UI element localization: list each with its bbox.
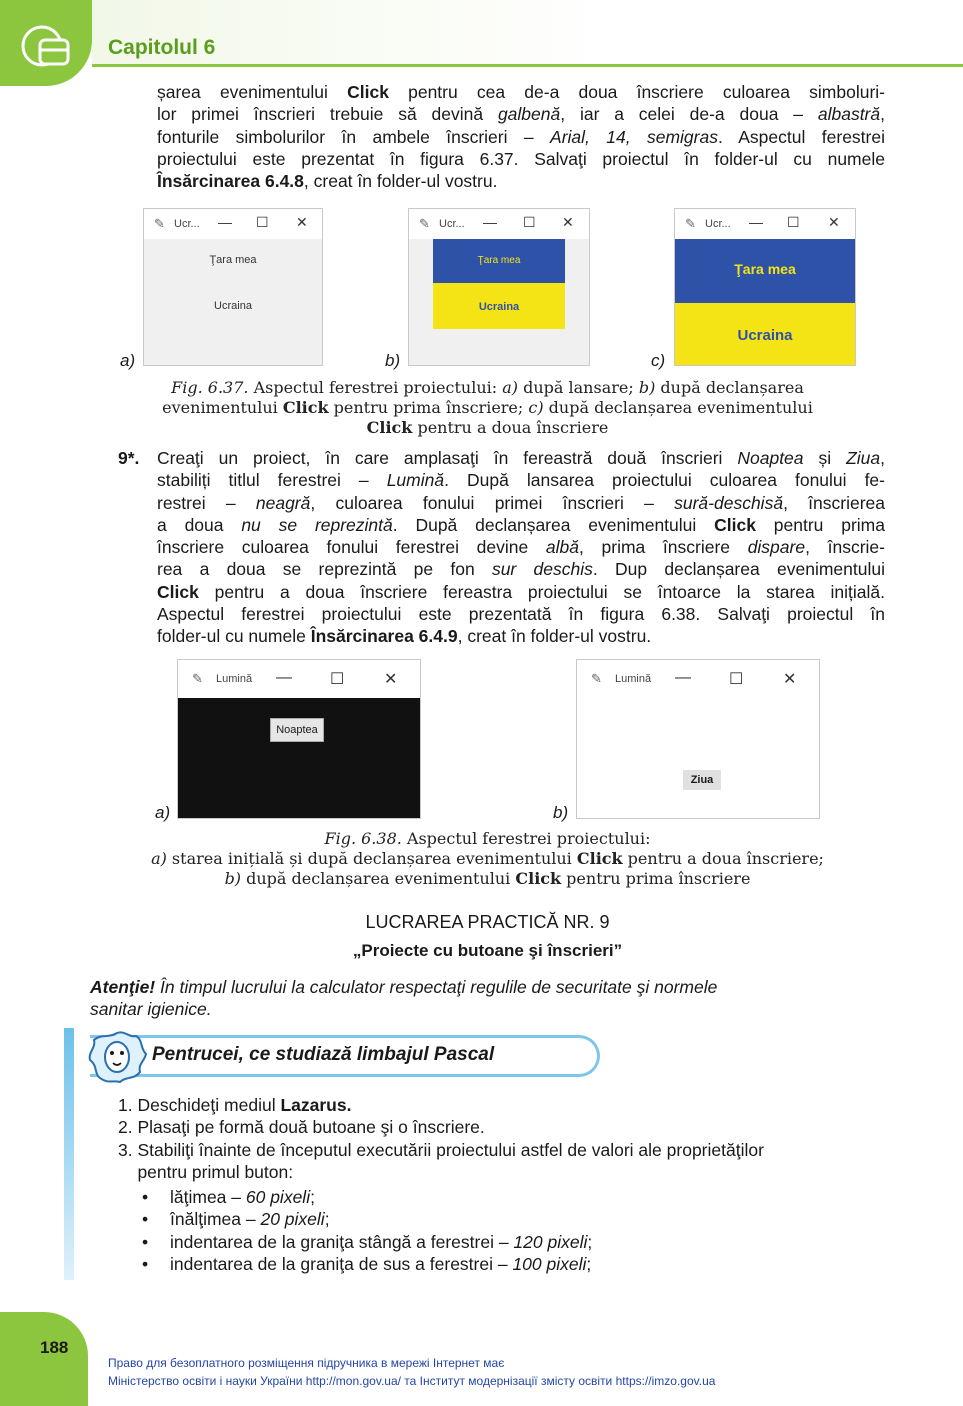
pascal-steps [118, 1094, 888, 1183]
fig38-label-a: a) [155, 803, 171, 822]
text-run: pentru cea de-a doua înscriere culoarea simboluri- [388, 82, 886, 102]
text-run: evenimentului [162, 398, 283, 417]
page-number-tab [0, 1312, 88, 1406]
label-ucraina: Ucraina [214, 300, 252, 312]
fig38-label-b: b) [553, 803, 569, 822]
minimize-icon: — [483, 214, 497, 230]
close-icon: ✕ [828, 214, 840, 230]
window-titlebar [178, 660, 420, 698]
footer-line-2: Міністерство освіти і науки України http://mon.gov.ua/ та Інститут модернізації змісту освіти https://imzo.gov.ua [108, 1374, 716, 1388]
text-run: după lansare; [518, 378, 639, 397]
fig37-window-a [143, 208, 323, 366]
label-ucraina: Ucraina [737, 327, 793, 344]
text-run: nu se reprezintă [241, 514, 393, 535]
text-line [60, 829, 915, 849]
text-line [118, 1116, 888, 1138]
text-run: 1. Deschideţi mediul [118, 1095, 281, 1115]
fig37-label-b: b) [385, 351, 401, 370]
text-run: dispare [747, 537, 806, 558]
fig37-window-c [674, 208, 856, 366]
text-line [157, 148, 885, 170]
text-run: . Aspectul ferestrei [717, 126, 885, 147]
header-rule [92, 64, 963, 67]
warning-label: Atenţie! [90, 977, 156, 997]
text-run: a) [151, 849, 167, 868]
text-run: Creaţi un proiect, în care amplasaţi în fereastră două înscrieri [157, 448, 738, 468]
text-run: , culoarea fonului primei înscrieri – [310, 492, 675, 513]
minimize-icon: — [749, 214, 763, 230]
close-icon: ✕ [562, 214, 574, 230]
text-line [170, 1187, 315, 1207]
close-icon: ✕ [783, 671, 797, 688]
text-line [60, 849, 915, 869]
text-line [118, 1139, 888, 1161]
minimize-icon: — [675, 669, 691, 686]
fig37-window-b [408, 208, 590, 366]
text-line [157, 625, 885, 647]
text-run: 120 pixeli [513, 1231, 588, 1252]
label-noaptea: Noaptea [270, 718, 324, 742]
text-line [157, 170, 885, 192]
text-run: ; [324, 1209, 330, 1230]
text-run: Fig. 6.38. [324, 829, 402, 848]
minimize-icon: — [276, 669, 292, 686]
text-run: pentru prima înscriere; [328, 398, 529, 417]
text-run: Click [157, 581, 199, 602]
text-run: Click [576, 849, 623, 868]
text-run: Arial, 14, semigras [550, 126, 718, 147]
text-line [170, 1209, 330, 1229]
text-run: pentru primul buton: [118, 1161, 294, 1182]
text-run: . Dup declanșarea evenimentului [592, 559, 885, 580]
text-run: după declanșarea evenimentului [543, 398, 813, 417]
text-run: Fig. 6.37. [171, 378, 249, 397]
text-run: sur deschis [491, 559, 593, 580]
text-run: 3. Stabiliţi înainte de începutul executării proiectului astfel de valori ale proprietăţilor [118, 1139, 764, 1160]
text-run: folder-ul cu numele [157, 626, 311, 647]
window-titlebar [577, 660, 819, 698]
text-run: lor primei înscrieri trebuie să devină [157, 104, 498, 125]
text-line [170, 1232, 592, 1252]
text-run: pentru prima înscriere [561, 869, 751, 888]
bullet-item [140, 1208, 885, 1230]
text-run: înălţimea – [170, 1209, 261, 1230]
text-run: ; [586, 1253, 592, 1274]
text-run: , [880, 104, 885, 125]
window-title: Ucr... [705, 218, 731, 230]
feather-icon: ✎ [591, 671, 602, 686]
text-run: neagră [255, 492, 311, 513]
header-background [92, 0, 963, 64]
text-run: proiectului este prezentat în figura 6.37. Salvaţi proiectul în folder-ul cu numele [157, 148, 885, 169]
intro-paragraph [157, 81, 885, 192]
text-run: fonturile simbolurilor în ambele înscrieri – [157, 126, 551, 147]
text-line [157, 103, 885, 125]
label-ucraina: Ucraina [478, 301, 520, 313]
fig37-label-c: c) [651, 351, 666, 370]
text-run: pentru a doua înscriere; [622, 849, 824, 868]
window-titlebar [409, 209, 589, 239]
text-line [60, 398, 915, 418]
text-line [157, 126, 885, 148]
chapter-icon [18, 18, 74, 74]
text-line [157, 514, 885, 536]
text-run: , înscrie- [805, 537, 885, 558]
maximize-icon: ☐ [330, 671, 345, 688]
text-run: și [803, 448, 847, 468]
text-run: Însărcinarea 6.4.9 [310, 626, 458, 647]
mascot-icon [86, 1030, 148, 1084]
text-run: . După lansarea proiectului culoarea fonului fe- [444, 470, 885, 491]
text-run: indentarea de la graniţa stângă a ferestrei – [170, 1231, 514, 1252]
text-run: Click [714, 514, 756, 535]
window-title: Lumină [615, 673, 652, 685]
warning-paragraph [90, 976, 885, 1021]
text-run: sură-deschisă [674, 492, 784, 513]
text-line [157, 536, 885, 558]
text-line [157, 558, 885, 580]
fig37-caption [60, 378, 915, 438]
text-line [157, 603, 885, 625]
text-run: b) [224, 869, 242, 888]
text-run: Noaptea [737, 448, 804, 468]
text-run: Ziua [846, 448, 881, 468]
text-run: Însărcinarea 6.4.8 [157, 171, 304, 192]
minimize-icon: — [218, 214, 232, 230]
section-sidebar [64, 1028, 74, 1280]
text-run: Click [515, 869, 562, 888]
practical-title: LUCRAREA PRACTICĂ NR. 9 [365, 912, 610, 932]
text-run: rea a doua se reprezintă pe fon [157, 559, 492, 580]
window-title: Lumină [216, 673, 253, 685]
bullet-item [140, 1186, 885, 1208]
text-run: indentarea de la graniţa de sus a ferestrei – [170, 1253, 513, 1274]
maximize-icon: ☐ [787, 214, 800, 230]
warning-text: În timpul lucrului la calculator respectaţi regulile de securitate şi normele [155, 977, 718, 997]
window-content [409, 239, 589, 365]
pascal-banner-title: Pentrucei, ce studiază limbajul Pascal [152, 1044, 495, 1065]
window-content [144, 239, 322, 365]
fig38-window-a [177, 659, 421, 819]
text-run: Click [366, 418, 413, 437]
text-run: șarea evenimentului [157, 82, 348, 102]
window-title: Ucr... [174, 218, 200, 230]
text-line [170, 1254, 591, 1274]
close-icon: ✕ [384, 671, 398, 688]
text-run: stabiliți titlul ferestrei – [157, 470, 387, 491]
text-line [60, 869, 915, 889]
text-line [157, 447, 885, 469]
text-run: , creat în folder-ul vostru. [457, 626, 652, 647]
task9-paragraph [157, 447, 885, 648]
text-run: Lazarus. [280, 1095, 352, 1115]
page-number: 188 [40, 1338, 69, 1357]
window-titlebar [675, 209, 855, 239]
text-run: lăţimea – [170, 1187, 246, 1207]
window-titlebar [144, 209, 322, 239]
warning-text-2: sanitar igienice. [90, 999, 212, 1020]
window-content [675, 239, 855, 365]
text-run: pentru a doua înscriere fereastra proiectului se întoarce la starea inițială. [198, 581, 885, 602]
bullet-icon: • [142, 1209, 149, 1230]
feather-icon: ✎ [685, 216, 696, 231]
window-title: Ucr... [439, 218, 465, 230]
text-line [60, 378, 915, 398]
label-tara-mea: Ţara mea [734, 261, 796, 277]
text-run: 60 pixeli [245, 1187, 311, 1207]
text-run: , [880, 448, 885, 468]
text-run: restrei – [157, 492, 256, 513]
fig38-window-b [576, 659, 820, 819]
window-content [178, 698, 420, 818]
practical-subtitle: „Proiecte cu butoane şi înscrieri” [352, 941, 623, 960]
text-run: , iar a celei de-a doua – [560, 104, 818, 125]
text-run: Aspectul ferestrei proiectului este prezentată în figura 6.38. Salvaţi proiectul în [157, 604, 885, 625]
text-line [118, 1094, 888, 1116]
bullet-item [140, 1231, 885, 1253]
text-run: 100 pixeli [512, 1253, 587, 1274]
bullet-icon: • [142, 1253, 149, 1274]
task-number: 9*. [118, 448, 140, 468]
text-run: Aspectul ferestrei proiectului: [401, 829, 651, 848]
text-run: , înscrierea [783, 492, 886, 513]
pascal-bullets [140, 1186, 885, 1275]
text-run: înscriere culoarea fonului ferestrei devine [157, 537, 546, 558]
text-run: Click [347, 82, 389, 102]
text-run: albastră [817, 104, 881, 125]
text-run: Lumină [386, 470, 445, 491]
text-run: ; [587, 1231, 593, 1252]
label-tara-mea: Ţara mea [477, 255, 521, 266]
maximize-icon: ☐ [729, 671, 744, 688]
text-run: , creat în folder-ul vostru. [303, 171, 498, 192]
text-run: . După declanșarea evenimentului [392, 514, 715, 535]
label-ziua: Ziua [683, 770, 721, 790]
feather-icon: ✎ [419, 216, 430, 231]
text-run: 2. Plasaţi pe formă două butoane şi o înscriere. [118, 1117, 485, 1138]
text-run: c) [528, 398, 544, 417]
text-line [157, 581, 885, 603]
text-run: Aspectul ferestrei proiectului: [248, 378, 503, 397]
text-run: a doua [157, 514, 242, 535]
text-run: ; [310, 1187, 315, 1207]
footer-line-1: Право для безоплатного розміщення підручника в мережі Інтернет має [108, 1356, 505, 1370]
text-run: , prima înscriere [578, 537, 748, 558]
feather-icon: ✎ [154, 216, 165, 231]
text-run: după declanșarea [655, 378, 804, 397]
text-run: albă [545, 537, 579, 558]
text-line [60, 418, 915, 438]
text-run: galbenă [497, 104, 561, 125]
text-run: a) [502, 378, 519, 397]
text-run: b) [638, 378, 656, 397]
text-run: Click [282, 398, 329, 417]
feather-icon: ✎ [192, 671, 203, 686]
bullet-item [140, 1253, 885, 1275]
maximize-icon: ☐ [523, 214, 536, 230]
text-run: după declanșarea evenimentului [241, 869, 516, 888]
text-run: pentru prima [755, 514, 885, 535]
fig37-label-a: a) [120, 351, 136, 370]
text-line [157, 469, 885, 491]
text-line [157, 81, 885, 103]
text-run: pentru a doua înscriere [412, 418, 609, 437]
text-line [118, 1161, 888, 1183]
bullet-icon: • [142, 1187, 149, 1207]
fig38-caption [60, 829, 915, 889]
maximize-icon: ☐ [256, 214, 269, 230]
text-run: starea inițială și după declanșarea evenimentului [166, 849, 577, 868]
window-content [577, 698, 819, 818]
label-tara-mea: Ţara mea [209, 254, 257, 266]
text-run: 20 pixeli [260, 1209, 325, 1230]
close-icon: ✕ [296, 214, 308, 230]
text-line [157, 492, 885, 514]
chapter-title: Capitolul 6 [108, 36, 216, 59]
bullet-icon: • [142, 1231, 149, 1252]
